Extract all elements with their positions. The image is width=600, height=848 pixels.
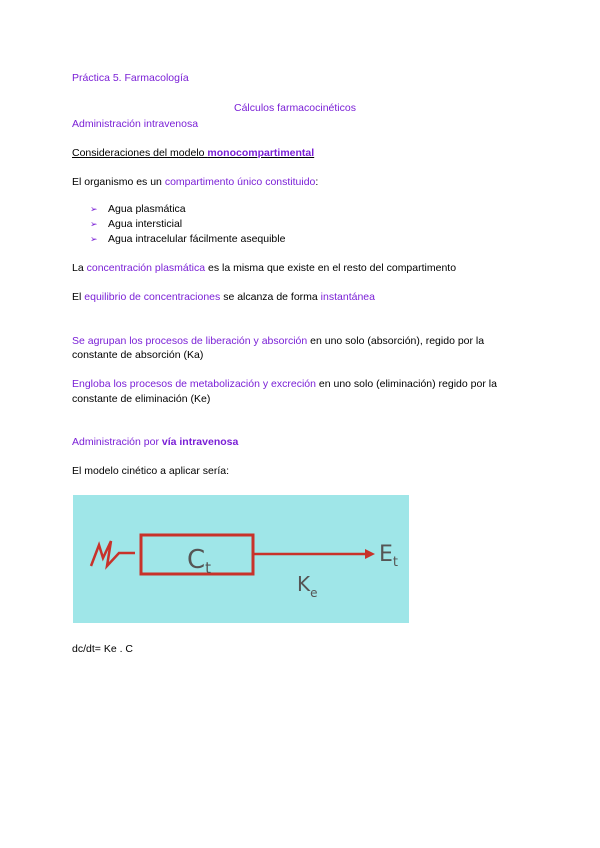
list-item <box>90 233 285 248</box>
elimination-paragraph-line2: constante de eliminación (Ke) <box>72 393 211 405</box>
concentration-suffix: es la misma que existe en el resto del compartimento <box>205 262 457 274</box>
equilibrium-mid: se alcanza de forma <box>220 291 321 303</box>
rate-constant-main: K <box>297 572 311 596</box>
elimination-emph: Engloba los procesos de metabolización y excreción <box>72 378 316 390</box>
rate-constant-sub: e <box>310 586 318 600</box>
elimination-suffix: en uno solo (eliminación) regido por la <box>315 378 497 390</box>
model-heading-emph: monocompartimental <box>207 147 315 159</box>
diagram-svg <box>73 495 409 623</box>
equilibrium-paragraph <box>72 291 375 304</box>
list-item <box>90 203 285 218</box>
compartment-label-main: C <box>187 545 206 575</box>
absorption-suffix: en uno solo (absorción), regido por la <box>307 335 485 347</box>
page-title: Cálculos farmacocinéticos <box>234 102 356 114</box>
section-heading-iv-route <box>72 436 238 449</box>
output-label-sub: t <box>392 555 399 570</box>
model-heading-prefix: Consideraciones del modelo <box>72 147 208 159</box>
arrow-bullet-icon: ➢ <box>90 219 98 229</box>
elimination-arrowhead-icon <box>365 549 375 559</box>
kinetic-model-diagram <box>73 495 409 623</box>
equilibrium-emph2: instantánea <box>320 291 375 303</box>
output-label-main: E <box>379 542 393 567</box>
equilibrium-prefix: El <box>72 291 85 303</box>
output-label <box>379 542 398 570</box>
section2-emph: vía intravenosa <box>161 436 239 448</box>
arrow-bullet-icon: ➢ <box>90 204 98 214</box>
compartment-label <box>187 545 211 577</box>
model-intro-suffix: : <box>315 176 319 188</box>
kinetic-intro: El modelo cinético a aplicar sería: <box>72 465 229 477</box>
compartment-label-sub: t <box>205 559 212 577</box>
concentration-paragraph <box>72 262 456 275</box>
section2-prefix: Administración por <box>72 436 162 448</box>
list-item-text: Agua plasmática <box>108 203 186 215</box>
input-zigzag-icon <box>91 541 135 566</box>
arrow-bullet-icon: ➢ <box>90 234 98 244</box>
rate-constant-label <box>297 572 318 600</box>
course-header: Práctica 5. Farmacología <box>72 72 189 84</box>
equilibrium-emph1: equilibrio de concentraciones <box>84 291 221 303</box>
model-heading <box>72 147 314 160</box>
list-item-text: Agua intersticial <box>108 218 183 230</box>
list-item-text: Agua intracelular fácilmente asequible <box>108 233 286 245</box>
rate-equation: dc/dt= Ke . C <box>72 643 133 655</box>
list-item <box>90 218 285 233</box>
concentration-emph: concentración plasmática <box>86 262 206 274</box>
model-intro <box>72 176 318 189</box>
model-intro-prefix: El organismo es un <box>72 176 165 188</box>
absorption-emph: Se agrupan los procesos de liberación y absorción <box>72 335 308 347</box>
compartment-list <box>90 203 285 248</box>
section-heading-iv: Administración intravenosa <box>72 118 199 130</box>
absorption-paragraph-line2: constante de absorción (Ka) <box>72 349 204 361</box>
absorption-paragraph-line1 <box>72 335 484 348</box>
concentration-prefix: La <box>72 262 87 274</box>
model-intro-emph: compartimento único constituido <box>164 176 316 188</box>
elimination-paragraph-line1 <box>72 378 497 391</box>
